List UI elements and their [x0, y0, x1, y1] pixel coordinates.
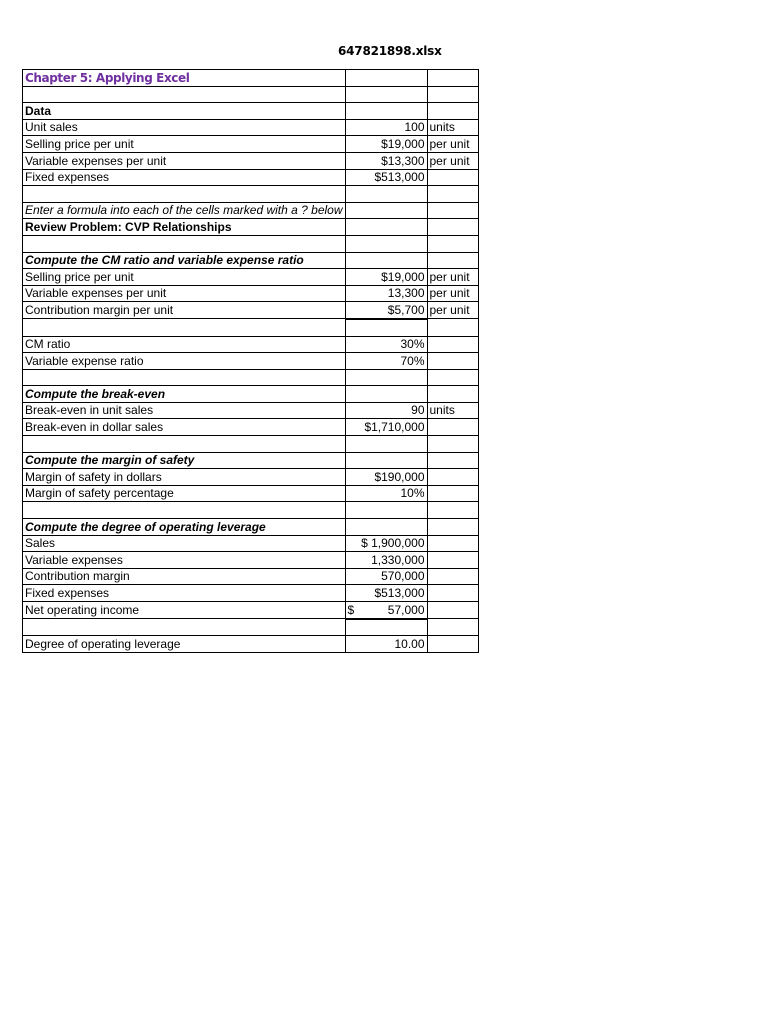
table-row: [23, 70, 479, 87]
dol-heading: Compute the degree of operating leverage: [23, 519, 346, 536]
breakeven-heading: Compute the break-even: [23, 386, 346, 403]
table-row: [23, 519, 479, 536]
table-row: [23, 386, 479, 403]
table-row: CM ratio 30%: [23, 336, 479, 353]
instruction-text: Enter a formula into each of the cells marked with a ? below: [23, 202, 346, 219]
sheet-title: Chapter 5: Applying Excel: [23, 70, 346, 87]
table-row: Selling price per unit $19,000 per unit: [23, 136, 479, 153]
table-row: Degree of operating leverage 10.00: [23, 636, 479, 653]
table-row: Sales $ 1,900,000: [23, 535, 479, 552]
table-row: Break-even in dollar sales $1,710,000: [23, 419, 479, 436]
table-row: Break-even in unit sales 90 units: [23, 402, 479, 419]
table-row: Fixed expenses $513,000: [23, 585, 479, 602]
table-row: Variable expenses per unit 13,300 per unit: [23, 285, 479, 302]
table-row: [23, 452, 479, 469]
cm-heading: Compute the CM ratio and variable expense ratio: [23, 252, 346, 269]
table-row: Margin of safety in dollars $190,000: [23, 469, 479, 486]
table-row: Contribution margin 570,000: [23, 568, 479, 585]
table-row: [23, 103, 479, 120]
review-heading: Review Problem: CVP Relationships: [23, 219, 346, 236]
file-name: 647821898.xlsx: [338, 44, 442, 58]
table-row: Variable expenses per unit $13,300 per unit: [23, 152, 479, 169]
table-row: [23, 202, 479, 219]
spreadsheet: [22, 69, 479, 653]
table-row: Unit sales 100 units: [23, 119, 479, 136]
table-row: Contribution margin per unit $5,700 per unit: [23, 302, 479, 319]
table-row: Fixed expenses $513,000: [23, 169, 479, 186]
table-row: Net operating income $ 57,000: [23, 602, 479, 619]
table-row: Variable expense ratio 70%: [23, 353, 479, 370]
table-row: Selling price per unit $19,000 per unit: [23, 269, 479, 286]
safety-heading: Compute the margin of safety: [23, 452, 346, 469]
table-row: [23, 219, 479, 236]
data-heading: Data: [23, 103, 346, 120]
table-row: Variable expenses 1,330,000: [23, 552, 479, 569]
table-row: Margin of safety percentage 10%: [23, 485, 479, 502]
table-row: [23, 252, 479, 269]
